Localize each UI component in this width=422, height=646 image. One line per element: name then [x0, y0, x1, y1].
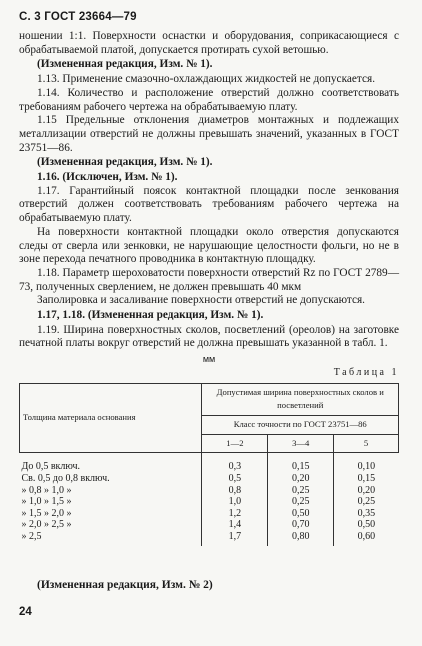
cell-value: 0,80 [268, 531, 334, 546]
cell-value: 0,20 [268, 473, 334, 485]
header-allowed-width: Допустимая ширина поверхностных сколов и посветлений [202, 383, 399, 415]
cell-value: 0,25 [268, 485, 334, 497]
table-caption: Таблица 1 [333, 366, 399, 378]
cell-thickness: Св. 0,5 до 0,8 включ. [20, 473, 202, 485]
table-row [20, 531, 399, 546]
table-row [20, 519, 399, 531]
cell-value: 0,15 [357, 472, 376, 484]
cell-value: 0,60 [357, 530, 376, 542]
cell-value: 1,0 [202, 496, 268, 508]
cell-value: 0,5 [202, 473, 268, 485]
edit-note: (Измененная редакция, Изм. № 1). [37, 58, 213, 71]
cell-value: 0,50 [268, 508, 334, 520]
edit-note: (Измененная редакция, Изм. № 1). [37, 156, 213, 169]
table-row [20, 473, 399, 485]
header-class: 5 [334, 434, 399, 453]
clause-1-13: 1.13. Применение смазочно-охлаждающих жидкостей не допускается. [37, 73, 376, 86]
table-row [20, 508, 399, 520]
clause-1-18-note: Заполировка и засаливание поверхности отверстий не допускаются. [37, 294, 365, 307]
cell-value: 1,7 [202, 531, 268, 546]
cell-thickness: » 2,0 » 2,5 » [20, 519, 202, 531]
clause-1-18: 1.18. Параметр шероховатости поверхности отверстий Rz по ГОСТ 2789—73, полученных сверлением, не должен превышать 40 мкм [19, 266, 399, 293]
cell-value: 0,25 [357, 496, 376, 508]
cell-thickness: » 2,5 [20, 531, 202, 546]
page-header: С. 3 ГОСТ 23664—79 [19, 11, 137, 23]
clause-1-14: 1.14. Количество и расположение отверстий должно соответствовать требованиям рабочего чертежа на обрабатываемую плату. [19, 86, 399, 113]
table-row [20, 485, 399, 497]
clause-1-15: 1.15 Предельные отклонения диаметров монтажных и подлежащих металлизации отверстий не должны превышать значений, указанных в ГОСТ 23751—86. [19, 114, 399, 154]
table-unit: мм [202, 354, 216, 365]
cell-value: 0,15 [268, 453, 334, 473]
cell-thickness: » 0,8 » 1,0 » [20, 485, 202, 497]
cell-value: 0,10 [357, 461, 376, 473]
document-body [19, 30, 399, 546]
cell-thickness: До 0,5 включ. [20, 453, 202, 473]
cell-thickness: » 1,0 » 1,5 » [20, 496, 202, 508]
header-material-thickness: Толщина материала основания [20, 383, 202, 453]
edit-note: 1.17, 1.18. (Измененная редакция, Изм. № 1). [37, 309, 264, 322]
edit-note-footer: (Измененная редакция, Изм. № 2) [37, 579, 213, 591]
clause-1-16: 1.16. (Исключен, Изм. № 1). [37, 171, 178, 184]
clause-1-17: 1.17. Гарантийный поясок контактной площадки после зенкования отверстий должен соответствовать требованиям рабочего чертежа на обрабатываемую плату. [19, 184, 399, 225]
header-accuracy-class: Класс точности по ГОСТ 23751—86 [202, 415, 399, 434]
cell-value: 0,8 [202, 485, 268, 497]
header-class: 3—4 [268, 434, 334, 453]
cell-value: 0,70 [268, 519, 334, 531]
table-row [20, 453, 399, 473]
cell-value: 0,50 [357, 519, 376, 531]
table-1 [19, 383, 399, 546]
cell-thickness: » 1,5 » 2,0 » [20, 508, 202, 520]
cell-value: 0,25 [268, 496, 334, 508]
header-class: 1—2 [202, 434, 268, 453]
clause-1-19: 1.19. Ширина поверхностных сколов, посветлений (ореолов) на заготовке печатной платы вокруг отверстий не должна превышать указанной в табл. 1. [19, 323, 399, 350]
paragraph-continuation: ношении 1:1. Поверхности оснастки и оборудования, соприкасающиеся с обрабатываемой платой, допускается протирать сухой ветошью. [19, 30, 399, 56]
clause-1-17-note: На поверхности контактной площадки около отверстия допускаются следы от сверла или зенковки, не нарушающие целостности фольги, но не в зоне перехода печатного проводника в контактную площадку. [19, 225, 399, 266]
cell-value: 1,4 [202, 519, 268, 531]
cell-value: 0,35 [357, 507, 376, 519]
table-row [20, 496, 399, 508]
page-number: 24 [19, 606, 32, 618]
cell-value: 0,3 [202, 453, 268, 473]
cell-value: 1,2 [202, 508, 268, 520]
cell-value: 0,20 [357, 484, 376, 496]
